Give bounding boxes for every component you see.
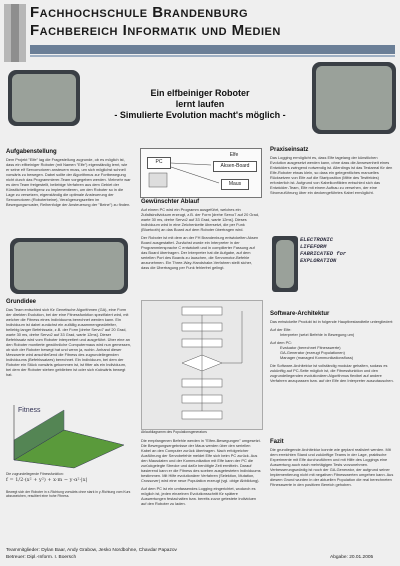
flowchart-image — [141, 300, 263, 430]
section-title: Gewünschter Ablauf — [141, 199, 200, 205]
title-line-3: - Simulierte Evolution macht's möglich - — [114, 110, 286, 120]
robot-photo-small — [272, 236, 298, 292]
diagram-maus-box: Maus — [221, 179, 249, 190]
electronic-lifeform-label — [300, 236, 392, 291]
section-text: Die grundlegende Architektur konnte wie geplant realisiert werden. Mit dem erreichten Stand und zukünftige Teams in der Lage, praktische Experimente mit Elfe durchzuführen und mit Hilfe des Loggings eine Auswertung auch nach mehrtägigen Tests vorzunehmen. Verbesserungswürdig ist noch der GA-Generator, der aufgrund seiner Implementierung nicht mit negativen Fitnesswerten umgehen kann. Aus diesem Grund wurden in der aktuellen Population die real berechneten Fitnesswerte in den positiven Bereich gehoben. — [270, 447, 394, 487]
footer — [0, 543, 400, 566]
title-line-2: lernt laufen — [175, 99, 225, 109]
robot-photo-middle — [10, 238, 128, 294]
department-name: Fachbereich Informatik und Medien — [30, 22, 281, 39]
diagram-elfe-label: Elfe — [229, 152, 239, 158]
pc-item: Manager (managed Kommunikationsfluss) — [280, 355, 354, 360]
board-label: Auf der Elfe: — [270, 327, 292, 332]
section-title: Praxiseinsatz — [270, 147, 309, 153]
section-title: Fazit — [270, 439, 284, 445]
section-title: Aufgabenstellung — [6, 149, 57, 155]
electronic-line-1: ELECTRONIC — [300, 236, 334, 243]
section-text: Das Team entschied sich für Genetische Algorithmen (GA), eine Form der direkten Evolution, bei der eine Fitnessfunktion spezifiziert wird, mit welcher die Fitness eines Individuums berechnet werden kann. Ein Individuum ist dabei zunächst ein zufällig zusammengewürfelter, beliebig langer Befehlssatz, z.B. der Form [drehe Servo7 auf 20 Grad, warte 30 ms, drehe Servo2 auf 33 Grad, warte 12ms]. Dieser Befehlssatz wird vom Roboter interpretiert und ausgeführt. Über eine an den Roboter montierte gewöhnliche Computermaus wird nun gemessen, ob sich der Roboter bewegt hat und wenn ja, wohin. Anhand dieser Messwerte wird anschließend die Fitness des zugrundeliegenden Individuums (Befehlssatzes) berechnet. Ein Individuum, bei dem der Roboter ein Stück vorwärts gekommen ist, ist fitter als ein Individuum, bei dem der Roboter stehen geblieben ist oder sich rückwärts bewegt hat. — [6, 307, 132, 377]
board-item: Interpreter (setzt Befehle in Bewegung um) — [280, 332, 355, 337]
section-grundidee — [6, 300, 131, 380]
flowchart-caption: Ablaufdiagramm des Populationsgenerators — [141, 430, 207, 434]
fitness-plot — [4, 400, 132, 470]
electronic-line-2: LIFEFORM — [300, 243, 327, 250]
flowchart-graphic — [142, 301, 262, 429]
section-praxiseinsatz — [270, 148, 394, 198]
section-title: Software-Architektur — [270, 311, 330, 317]
section-title: Grundidee — [6, 299, 37, 305]
architecture-diagram — [140, 148, 262, 198]
diagram-aksen-box: Aksen-Board — [213, 161, 257, 172]
header — [0, 0, 400, 70]
fh-logo-stripe — [11, 4, 19, 62]
section-text-2: Der Roboter ist mit dem an der FH Brandenburg entwickelten Aksen Board ausgestattet. Zunächst wurde ein Interpreter in der Programmiersprache C entwickelt und in compilierter Fassung auf das Board übertragen. Der Interpreter hat die Aufgabe, auf dem seriellen Port des Boards zu lauschen, die Servomotor-Befehle anzunehmen. Ein Three-Way-Handshake-Verfahren stellt sicher, dass die Übertragung per Funk fehlerfrei gelingt. — [141, 235, 259, 270]
poster-title — [100, 88, 300, 121]
pc-item: Evaluator (berechnet Fitnesswerte) — [280, 345, 341, 350]
robot-photo-right — [312, 62, 396, 134]
pc-item: GA-Generator (erzeugt Populationen) — [280, 350, 345, 355]
team-members: Teammitglieder: Dylan Baar, Andy Grabow, Jesko Nordbohne, Chavdar Papazov — [6, 548, 177, 553]
electronic-line-4: EXPLORATION — [300, 257, 337, 264]
institution-title — [30, 4, 281, 40]
formula: f = 1/2·(x² + y²) + x·m − y·α²·|x| — [6, 477, 88, 483]
diagram-pc-box: PC — [147, 157, 171, 169]
section-text-1: Auf einem PC wird ein Programm ausgeführt, welches ein Zufallsindividuum erzeugt, z.B. der Form [drehe Servo7 auf 20 Grad, warte 30 ms, drehe Servo2 auf 33 Grad, warte 12ms]. Dieses Individuum wird in eine Zeichenkette übersetzt, die per Funk (Bluetooth) an das Board auf dem Roboter übertragen wird. — [141, 207, 260, 232]
section-gewuenschter-ablauf — [141, 200, 261, 273]
title-line-1: Ein elfbeiniger Roboter — [150, 88, 250, 98]
formula-note: Bewegt sich der Roboter in x-Richtung vorwärts ohne stark in y-Richtung vom Kurs abzuweichen, resultiert eine hohe Fitness. — [6, 490, 131, 498]
supervisor: Betreuer: Dipl.-Inform. I. Boersch — [6, 555, 77, 560]
institution-name: Fachhochschule Brandenburg — [30, 4, 249, 21]
section-text-1: Die empfangenen Befehle werden in "Elfen-Bewegungen" umgesetzt. Die Bewegungsergebnisse der Maus werden über den seriellen Kabel an den Computer zurück übertragen. Nach erfolgreicher Ausführung der Servobefehle meldet Elfe sich beim PC zurück. Aus den Mausdaten und der Kommunikation mit Elfe kann der PC die zurückgelegte Strecke und dafür benötigte Zeit ermitteln. Darauf basierend kann er die Fitness des soeben ausgetesteten Individuums bestimmen. Mit Hilfe evolutionärer Verfahren (Selektion, Mutation, Crossover) wird eine neue Population erzeugt (vgl. obige Abbildung). — [141, 438, 261, 483]
pc-label: Auf dem PC: — [270, 340, 293, 345]
section-aufgabenstellung — [6, 150, 131, 210]
diagram-connectors — [141, 149, 261, 197]
section-text-2: Die Software-Architektur ist vollständig modular gehalten, sodass es zukünftig auf PC-Seite möglich ist, die Fitnessfunktion und den zugrundeliegenden evolutionären Algorithmus flexibel auf andere Verfahren anzupassen bzw. auf der Elfe den Interpreter auszutauschen. — [270, 363, 394, 383]
fitness-label: Fitness — [18, 407, 41, 414]
submission-date: Abgabe: 20.01.2005 — [330, 555, 374, 560]
electronic-line-3: FABRICATED for — [300, 250, 347, 257]
section-software — [270, 312, 394, 386]
robot-photo-left — [8, 70, 80, 126]
section-text-1: Das entwickelte Produkt ist in folgende Hauptbestandteile untergliedert: — [270, 319, 394, 324]
section-text: Das Logging ermöglicht es, dass Elfe tagelang der künstlichen Evolution ausgesetzt werden kann, ohne dass die Anwesenheit eines Entwicklers zwingend notwendig ist. Allerdings ist das Testareal für den Elfe-Roboter etwas klein, so dass ein gelegentliches manuelles Rücksetzen von Elfe auf die Startposition (Mitte des Testfeldes) erforderlich ist. Aufgrund von Kabelkonflikten entschied sich das Entwickler-Team, Elfe mit einem Aufbau zu versehen, der eine Stromzuführung über ein deckengeführtes Kabel ermöglicht. — [270, 155, 393, 195]
section-middle-bottom — [141, 438, 261, 509]
formula-caption: Die zugrundeliegende Fitnessfunktion: — [6, 472, 64, 476]
section-text-2: Auf dem PC ist ein umfassendes Logging eingerichtet, wodurch es möglich ist, jeden einzelnen Evolutionsschritt für spätere Auswertungen festzuhalten bzw. bereits zuvor getestete Individuen auf den Roboter zu laden. — [141, 486, 257, 506]
header-bar-thin — [30, 55, 395, 57]
header-bar — [30, 45, 395, 54]
section-fazit — [270, 440, 394, 490]
section-text: Dem Projekt "Elfe" lag die Fragestellung zugrunde, ob es möglich ist, dass ein elfbeiniger Roboter (mit Namen "Elfe") eigenständig lernt, wie er seine elf Servomotoren ansteuern muss, um sich möglichst schnell vorwärts zu bewegen. Dabei sollte der Algorithmus zur Fortbewegung nicht durch das Programmierer-Team vorgegeben werden. Vielmehr war es dem Team freigestellt, beliebige Verfahren aus dem Gebiet der Künstlichen Intelligenz zu implementieren, um den Roboter so in die Lage zu versetzen, eigenständig die optimale Ansteuerung der Servomotoren (Roboterbeine), Verzögerungszeiten im Bewegungsmuster, Reihenfolge der Ansteuerung der "Beine") zu finden. — [6, 157, 131, 207]
